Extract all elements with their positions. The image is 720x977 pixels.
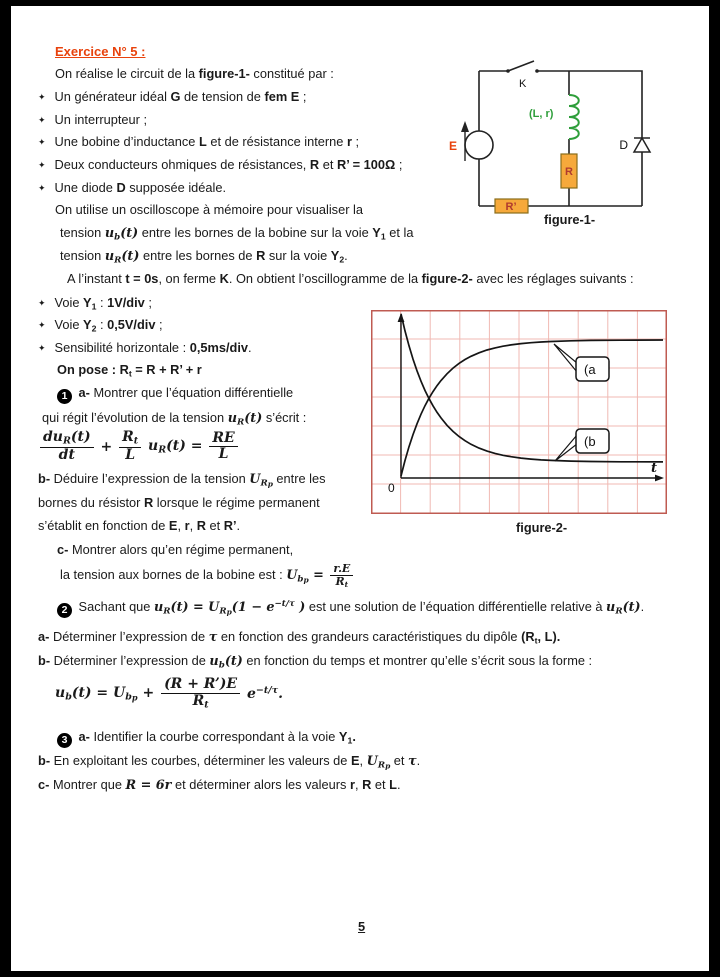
q1a-line-1: 1 a- Montrer que l’équation différentielle (57, 385, 293, 402)
instant-line: A l’instant t = 0s, on ferme K. On obtient l’oscillogramme de la figure-2- avec les réglages suivants : (67, 271, 634, 286)
inductor-coil (569, 95, 579, 139)
q1c-line-2: la tension aux bornes de la bobine est : $U_{bp}$ = $\frac{r.E}{R_t}$ (60, 563, 355, 590)
diamond-bullet-icon: ✦ (38, 298, 46, 308)
diamond-bullet-icon: ✦ (38, 183, 46, 193)
switch-contact-dot (506, 69, 510, 73)
switch-label: K (519, 78, 527, 90)
q1a-line-2: qui régit l’évolution de la tension $u_R(t)$ s’écrit : (42, 410, 307, 428)
setting-bullet-1: ✦ Voie $Y_1$ : 1V/div ; (38, 295, 152, 312)
component-bullet-2: ✦ Un interrupteur ; (38, 112, 148, 127)
diamond-bullet-icon: ✦ (38, 160, 46, 170)
emf-arrowhead (461, 121, 469, 132)
diamond-bullet-icon: ✦ (38, 92, 46, 102)
component-bullet-5: ✦ Une diode D supposée idéale. (38, 180, 227, 195)
generator-label: E (449, 139, 458, 153)
oscilloscope-line-3: tension $u_R(t)$ entre les bornes de R sur la voie $Y_2$. (60, 248, 348, 266)
resistor-R-prime-label: R’ (505, 201, 517, 213)
figure1-circuit-diagram (447, 57, 663, 229)
setting-bullet-3: ✦ Sensibilité horizontale : 0,5ms/div. (38, 340, 252, 355)
intro-line: On réalise le circuit de la figure-1- constitué par : (55, 66, 334, 81)
on-pose-line: On pose : $R_t = R + R$’ + r (57, 362, 202, 379)
figure2-caption: figure-2- (516, 520, 568, 535)
time-axis-label: t (651, 461, 658, 476)
q1b-line-2: bornes du résistor R lorsque le régime permanent (38, 495, 320, 510)
origin-label: 0 (388, 481, 395, 495)
generator-symbol (465, 131, 493, 159)
component-bullet-4: ✦ Deux conducteurs ohmiques de résistances, R et R’ = 100Ω ; (38, 157, 403, 172)
q2b-line: b- Déterminer l’expression de $u_b(t)$ en fonction du temps et montrer qu’elle s’écrit sous la forme : (38, 653, 593, 671)
figure2-oscillogram (371, 310, 667, 514)
formula-ub-expression: $u_b(t) = U_{bp}$ + $\frac{(R + R’)E}{R_t}$ $e^{-t/\tau}$. (55, 676, 284, 711)
figure1-caption: figure-1- (544, 212, 596, 227)
q3b-line: b- En exploitant les courbes, déterminer les valeurs de E, $U_{Rp}$ et τ. (38, 753, 421, 771)
curve-a-label: (a (584, 362, 596, 377)
diode-label: D (619, 138, 628, 152)
q2a-line: a- Déterminer l’expression de τ en fonction des grandeurs caractéristiques du dipôle ($R_t$, L). (38, 629, 561, 646)
component-bullet-3: ✦ Une bobine d’inductance L et de résistance interne r ; (38, 134, 360, 149)
oscilloscope-line-2: tension $u_b(t)$ entre les bornes de la bobine sur la voie $Y_1$ et la (60, 225, 414, 243)
oscilloscope-line-1: On utilise un oscilloscope à mémoire pour visualiser la (55, 202, 363, 217)
inductor-label: (L, r) (529, 108, 554, 120)
q1c-line-1: c- Montrer alors qu’en régime permanent, (57, 542, 294, 557)
exercise-title: Exercice N° 5 : (55, 44, 146, 59)
diamond-bullet-icon: ✦ (38, 343, 46, 353)
switch-contact-dot (535, 69, 539, 73)
diode-symbol (634, 138, 650, 152)
formula-differential-equation: $\frac{du_R(t)}{dt}$ + $\frac{R_t}{L}$ $u_R(t)$ = $\frac{RE}{L}$ (38, 430, 240, 464)
diamond-bullet-icon: ✦ (38, 320, 46, 330)
diamond-bullet-icon: ✦ (38, 115, 46, 125)
q3a-line: 3 a- Identifier la courbe correspondant à la voie $Y_1$. (57, 729, 356, 746)
component-bullet-1: ✦ Un générateur idéal G de tension de fem E ; (38, 89, 307, 104)
q1b-line-1: b- Déduire l’expression de la tension $U_{Rp}$ entre les (38, 471, 326, 489)
q3c-line: c- Montrer que R = 6r et déterminer alors les valeurs r, R et L. (38, 777, 401, 793)
q2-intro-line: 2 Sachant que $u_R(t) = U_{Rp}(1 - e^{-t/\tau}$ ) est une solution de l’équation différentielle relative à $u_R(t)$. (57, 599, 644, 617)
curve-b-label: (b (584, 434, 596, 449)
diamond-bullet-icon: ✦ (38, 137, 46, 147)
q1b-line-3: s’établit en fonction de E, r, R et R’. (38, 518, 241, 533)
resistor-R-label: R (565, 166, 573, 178)
setting-bullet-2: ✦ Voie $Y_2$ : 0,5V/div ; (38, 317, 163, 334)
page-number: 5 (358, 919, 366, 934)
switch-K-lever (508, 61, 534, 71)
